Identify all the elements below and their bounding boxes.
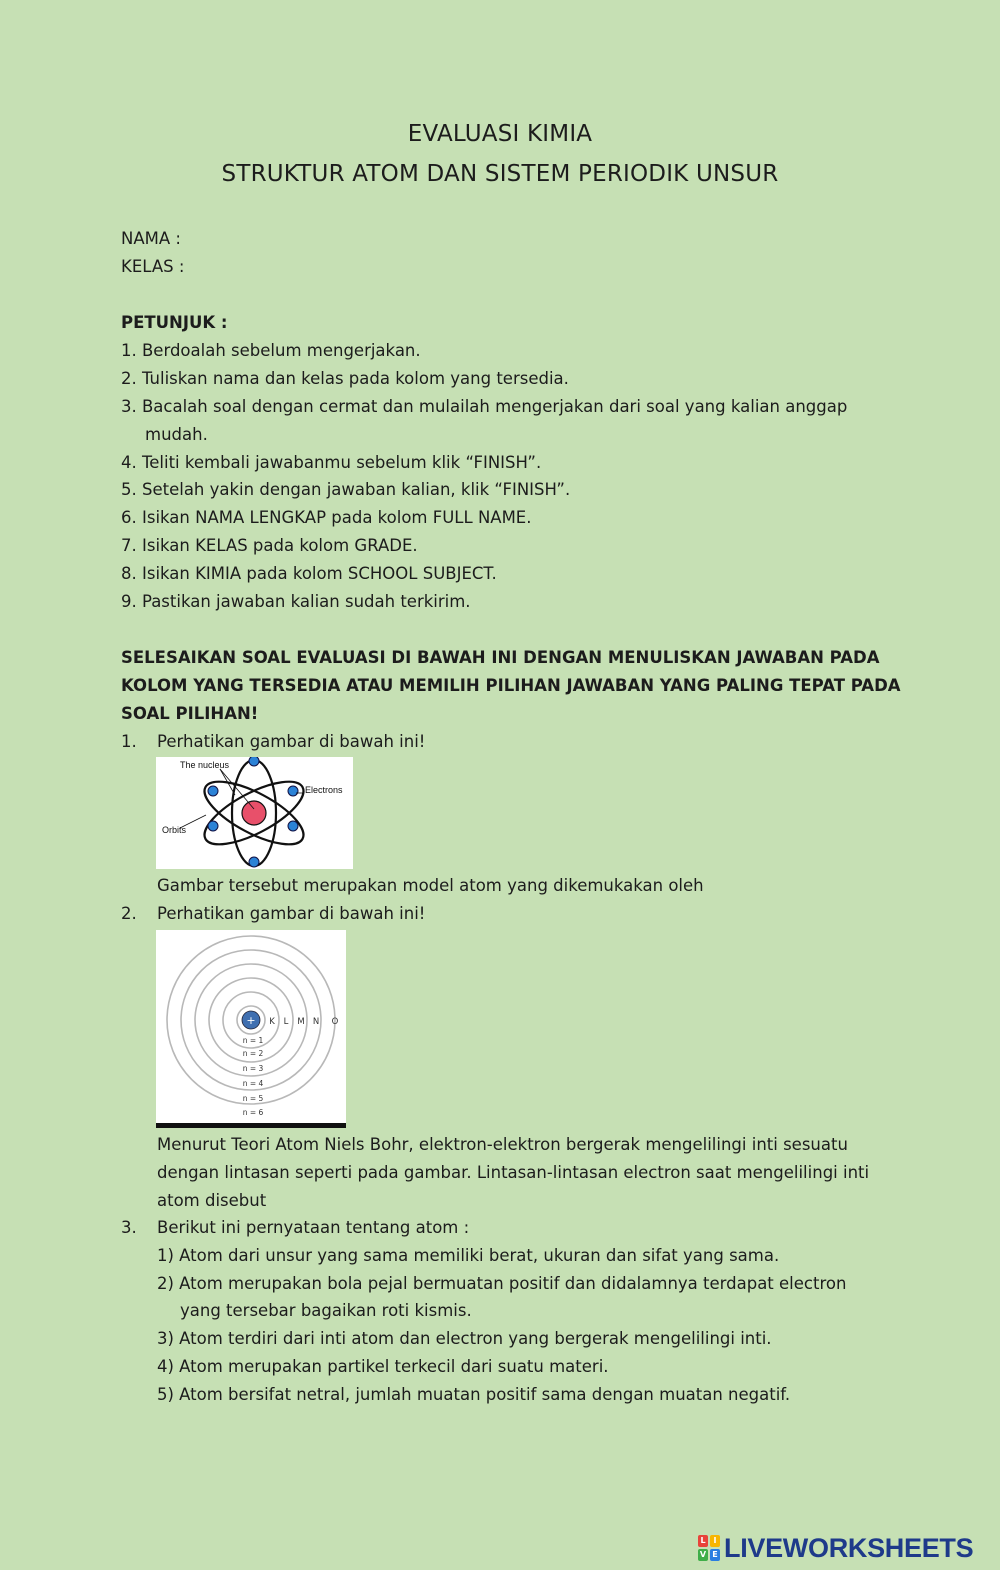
electron-dot bbox=[288, 786, 298, 796]
question-number: 2. bbox=[121, 904, 137, 923]
instructions-heading: PETUNJUK : bbox=[121, 313, 228, 332]
instruction-item-continued: mudah. bbox=[145, 425, 208, 444]
instruction-item: 8. Isikan KIMIA pada kolom SCHOOL SUBJECT. bbox=[121, 564, 497, 583]
figure-bottom-bar bbox=[156, 1123, 346, 1128]
logo-letter: L bbox=[698, 1535, 708, 1547]
shell-label: M bbox=[297, 1017, 305, 1027]
level-label: n = 6 bbox=[242, 1108, 264, 1117]
question-text-line: Menurut Teori Atom Niels Bohr, elektron-elektron bergerak mengelilingi inti sesuatu bbox=[157, 1135, 848, 1154]
instruction-item: 5. Setelah yakin dengan jawaban kalian, klik “FINISH”. bbox=[121, 480, 571, 499]
rutherford-atom-figure bbox=[156, 757, 353, 869]
level-label: n = 2 bbox=[242, 1049, 264, 1058]
logo-letter: V bbox=[699, 1550, 707, 1559]
statement-item: 5) Atom bersifat netral, jumlah muatan positif sama dengan muatan negatif. bbox=[157, 1385, 791, 1404]
class-label: KELAS : bbox=[121, 257, 185, 276]
worksheet-title: EVALUASI KIMIA bbox=[407, 121, 593, 147]
statement-item: 4) Atom merupakan partikel terkecil dari suatu materi. bbox=[157, 1357, 609, 1376]
question-text: Gambar tersebut merupakan model atom yang dikemukakan oleh bbox=[157, 876, 704, 895]
electron-dot bbox=[208, 821, 218, 831]
level-label: n = 5 bbox=[242, 1094, 264, 1103]
brand-name: LIVEWORKSHEETS bbox=[724, 1532, 974, 1563]
statement-item: 2) Atom merupakan bola pejal bermuatan positif dan didalamnya terdapat electron bbox=[157, 1274, 847, 1293]
statement-item: 3) Atom terdiri dari inti atom dan electron yang bergerak mengelilingi inti. bbox=[157, 1329, 772, 1348]
electron-dot bbox=[288, 821, 298, 831]
electron-dot bbox=[249, 757, 259, 766]
instruction-item: 6. Isikan NAMA LENGKAP pada kolom FULL NAME. bbox=[121, 508, 532, 527]
question-prompt: Perhatikan gambar di bawah ini! bbox=[157, 904, 426, 923]
question-text-line: dengan lintasan seperti pada gambar. Lintasan-lintasan electron saat mengelilingi inti bbox=[157, 1163, 870, 1182]
shell-label: N bbox=[312, 1017, 320, 1027]
shell-label: O bbox=[331, 1017, 339, 1027]
level-label: n = 3 bbox=[242, 1064, 264, 1073]
directive-line: SOAL PILIHAN! bbox=[121, 704, 259, 723]
worksheet-subtitle: STRUKTUR ATOM DAN SISTEM PERIODIK UNSUR bbox=[221, 161, 779, 187]
directive-line: KOLOM YANG TERSEDIA ATAU MEMILIH PILIHAN JAWABAN YANG PALING TEPAT PADA bbox=[121, 676, 901, 695]
orbits-label: Orbits bbox=[162, 825, 187, 835]
shell-label: K bbox=[269, 1017, 275, 1027]
instruction-item: 2. Tuliskan nama dan kelas pada kolom yang tersedia. bbox=[121, 369, 569, 388]
statement-item-continued: yang tersebar bagaikan roti kismis. bbox=[180, 1301, 472, 1320]
question-prompt: Berikut ini pernyataan tentang atom : bbox=[157, 1218, 470, 1237]
question-number: 3. bbox=[121, 1218, 137, 1237]
instruction-item: 7. Isikan KELAS pada kolom GRADE. bbox=[121, 536, 418, 555]
electron-dot bbox=[208, 786, 218, 796]
directive-line: SELESAIKAN SOAL EVALUASI DI BAWAH INI DENGAN MENULISKAN JAWABAN PADA bbox=[121, 648, 880, 667]
instruction-item: 9. Pastikan jawaban kalian sudah terkirim. bbox=[121, 592, 471, 611]
logo-letter: E bbox=[710, 1549, 720, 1561]
question-prompt: Perhatikan gambar di bawah ini! bbox=[157, 732, 426, 751]
nucleus-charge-label: + bbox=[246, 1014, 256, 1027]
shell-label: L bbox=[283, 1017, 289, 1027]
liveworksheets-logo[interactable] bbox=[698, 1532, 973, 1564]
bohr-atom-figure bbox=[156, 930, 346, 1128]
electron-dot bbox=[249, 857, 259, 867]
instruction-item: 1. Berdoalah sebelum mengerjakan. bbox=[121, 341, 421, 360]
electrons-label: Electrons bbox=[305, 785, 343, 795]
logo-mark-icon bbox=[698, 1535, 720, 1561]
nucleus-label: The nucleus bbox=[180, 760, 230, 770]
nucleus-shape bbox=[242, 801, 266, 825]
statement-item: 1) Atom dari unsur yang sama memiliki berat, ukuran dan sifat yang sama. bbox=[157, 1246, 780, 1265]
name-label: NAMA : bbox=[121, 229, 181, 248]
question-text-line: atom disebut bbox=[157, 1191, 267, 1210]
level-label: n = 4 bbox=[242, 1079, 264, 1088]
level-label: n = 1 bbox=[242, 1036, 264, 1045]
instruction-item: 4. Teliti kembali jawabanmu sebelum klik “FINISH”. bbox=[121, 453, 542, 472]
logo-letter: I bbox=[710, 1535, 720, 1547]
question-number: 1. bbox=[121, 732, 137, 751]
instruction-item: 3. Bacalah soal dengan cermat dan mulailah mengerjakan dari soal yang kalian anggap bbox=[121, 397, 848, 416]
